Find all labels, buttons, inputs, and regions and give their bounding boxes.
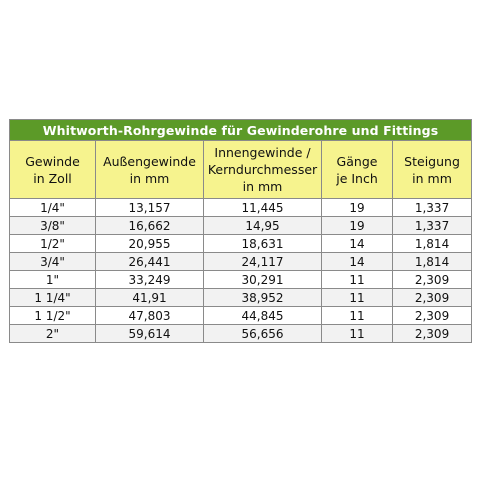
cell-outer-diameter: 26,441 [96,253,204,271]
cell-pitch: 1,337 [393,217,472,235]
table-title: Whitworth-Rohrgewinde für Gewinderohre und Fittings [10,120,472,141]
cell-outer-diameter: 16,662 [96,217,204,235]
cell-threads-per-inch: 14 [322,253,393,271]
header-inner-thread [204,141,322,199]
whitworth-thread-table [9,119,472,343]
table-header-row [10,141,472,199]
header-line: Gewinde [25,153,80,169]
cell-threads-per-inch: 11 [322,271,393,289]
cell-core-diameter: 24,117 [204,253,322,271]
table-row [10,325,472,343]
cell-thread-size: 2" [10,325,96,343]
cell-thread-size: 1" [10,271,96,289]
cell-thread-size: 1/4" [10,199,96,217]
header-line: Innengewinde / [214,145,311,160]
header-line: Kerndurchmesser [207,162,318,177]
cell-threads-per-inch: 11 [322,325,393,343]
cell-pitch: 1,337 [393,199,472,217]
cell-thread-size: 3/4" [10,253,96,271]
table-row [10,253,472,271]
cell-core-diameter: 30,291 [204,271,322,289]
cell-pitch: 2,309 [393,325,472,343]
cell-pitch: 1,814 [393,253,472,271]
cell-core-diameter: 56,656 [204,325,322,343]
cell-threads-per-inch: 11 [322,289,393,307]
cell-pitch: 2,309 [393,307,472,325]
header-outer-thread [96,141,204,199]
cell-threads-per-inch: 11 [322,307,393,325]
cell-outer-diameter: 47,803 [96,307,204,325]
cell-threads-per-inch: 14 [322,235,393,253]
cell-thread-size: 1 1/2" [10,307,96,325]
cell-thread-size: 1/2" [10,235,96,253]
cell-outer-diameter: 20,955 [96,235,204,253]
table-row [10,271,472,289]
table-row [10,217,472,235]
header-line: je Inch [336,170,378,186]
cell-core-diameter: 14,95 [204,217,322,235]
cell-threads-per-inch: 19 [322,217,393,235]
cell-pitch: 2,309 [393,289,472,307]
cell-outer-diameter: 59,614 [96,325,204,343]
header-line: in Zoll [33,170,72,186]
cell-thread-size: 1 1/4" [10,289,96,307]
cell-outer-diameter: 33,249 [96,271,204,289]
header-threads-per-inch [322,141,393,199]
header-line: in mm [412,170,452,186]
table-row [10,289,472,307]
header-line: in mm [129,170,170,186]
header-pitch [393,141,472,199]
header-line: in mm [242,179,283,194]
header-thread-size [10,141,96,199]
table-row [10,307,472,325]
cell-core-diameter: 44,845 [204,307,322,325]
cell-core-diameter: 18,631 [204,235,322,253]
cell-outer-diameter: 41,91 [96,289,204,307]
header-line: Gänge [336,153,378,169]
cell-pitch: 1,814 [393,235,472,253]
table-row [10,235,472,253]
cell-pitch: 2,309 [393,271,472,289]
table-row [10,199,472,217]
header-line: Steigung [404,153,460,169]
cell-thread-size: 3/8" [10,217,96,235]
cell-core-diameter: 11,445 [204,199,322,217]
cell-outer-diameter: 13,157 [96,199,204,217]
table-title-row [10,120,472,141]
thread-table-container [9,119,471,343]
cell-core-diameter: 38,952 [204,289,322,307]
cell-threads-per-inch: 19 [322,199,393,217]
header-line: Außengewinde [103,153,196,169]
